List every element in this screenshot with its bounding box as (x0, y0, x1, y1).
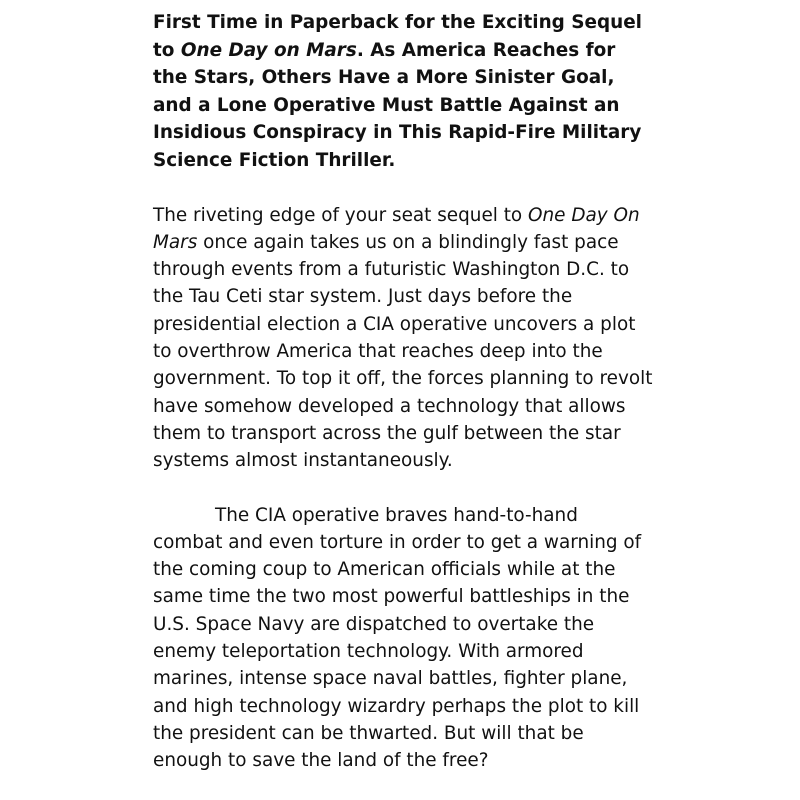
description-column (153, 9, 653, 775)
paragraph-1-lead: The riveting edge of your seat sequel to (153, 204, 529, 226)
headline-part1: First Time in Paperback for the Exciting Sequel to (153, 12, 642, 61)
headline-part2: . As America Reaches for the Stars, Others Have a More Sinister Goal, and a Lone Operative Must Battle Against an Insidious Conspiracy in This Rapid-Fire Military Science Fiction Thriller. (153, 39, 642, 171)
headline (153, 9, 653, 175)
paragraph-2 (153, 502, 653, 775)
paragraph-1-rest: once again takes us on a blindingly fast pace through events from a futuristic Washington D.C. to the Tau Ceti star system. Just days before the presidential election a CIA operative uncovers a plot to overthrow America that reaches deep into the government. To top it off, the forces planning to revolt have somehow developed a technology that allows them to transport across the gulf between the star systems almost instantaneously. (153, 231, 653, 472)
paragraph-1 (153, 202, 653, 475)
headline-book-title: One Day on Mars (180, 39, 357, 61)
paragraph-1-book-title: One Day On Mars (153, 204, 640, 253)
paragraph-2-text: The CIA operative braves hand-to-hand combat and even torture in order to get a warning of the coming coup to American officials while at the same time the two most powerful battleships in the U.S. Space Navy are dispatched to overtake the enemy teleportation technology. With armored marines, intense space naval battles, fighter plane, and high technology wizardry perhaps the plot to kill the president can be thwarted. But will that be enough to save the land of the free? (153, 504, 642, 772)
